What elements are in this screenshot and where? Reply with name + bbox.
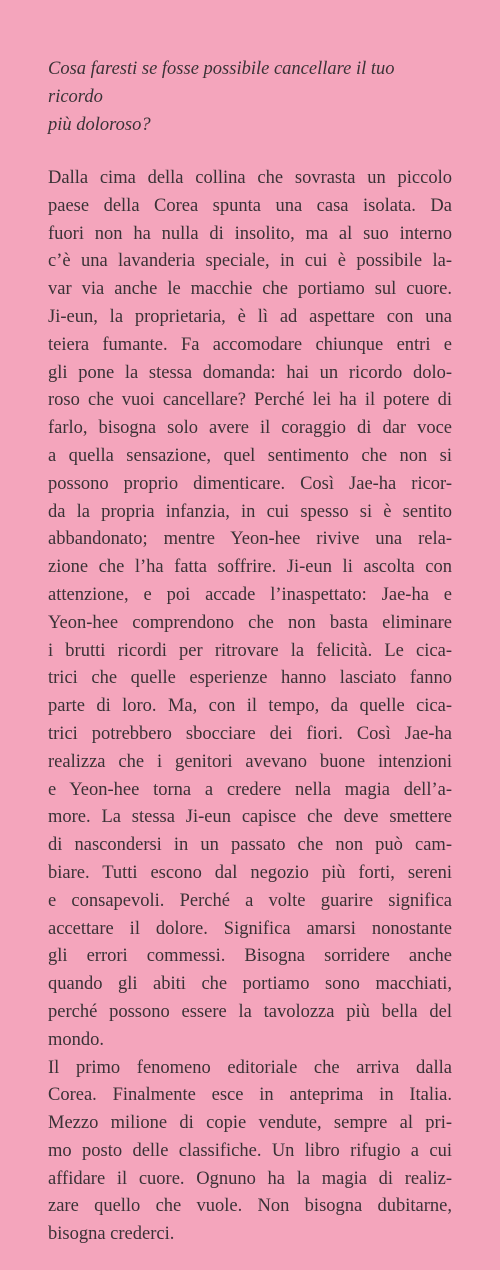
paragraph-2 bbox=[48, 1055, 452, 1250]
text-line: Corea. Finalmente esce in anteprima in Italia. bbox=[48, 1085, 452, 1106]
text-line: di nascondersi in un passato che non può cam- bbox=[48, 835, 452, 856]
text-line: a quella sensazione, quel sentimento che non si bbox=[48, 445, 452, 466]
text-line: var via anche le macchie che portiamo sul cuore. bbox=[48, 279, 452, 300]
text-line: da la propria infanzia, in cui spesso si è sentito bbox=[48, 501, 452, 522]
text-line: e consapevoli. Perché a volte guarire significa bbox=[48, 890, 452, 911]
text-line: teiera fumante. Fa accomodare chiunque entri e bbox=[48, 334, 452, 355]
text-line: fuori non ha nulla di insolito, ma al suo interno bbox=[48, 223, 452, 244]
text-line: trici potrebbero sbocciare dei fiori. Così Jae-ha bbox=[48, 723, 452, 744]
text-line: accettare il dolore. Significa amarsi nonostante bbox=[48, 918, 452, 939]
text-line: more. La stessa Ji-eun capisce che deve smettere bbox=[48, 807, 452, 828]
text-line: Yeon-hee comprendono che non basta eliminare bbox=[48, 612, 452, 633]
text-line: c’è una lavanderia speciale, in cui è possibile la- bbox=[48, 251, 452, 272]
text-line: zare quello che vuole. Non bisogna dubitarne, bbox=[48, 1196, 452, 1217]
text-line: possono proprio dimenticare. Così Jae-ha ricor- bbox=[48, 473, 452, 494]
text-line: attenzione, e poi accade l’inaspettato: Jae-ha e bbox=[48, 584, 452, 605]
tagline bbox=[48, 55, 452, 139]
text-line: zione che l’ha fatta soffrire. Ji-eun li ascolta con bbox=[48, 557, 452, 578]
tagline-line: Cosa faresti se fosse possibile cancellare il tuo ricordo bbox=[48, 59, 395, 107]
text-line: farlo, bisogna solo avere il coraggio di dar voce bbox=[48, 418, 452, 439]
blurb bbox=[48, 165, 452, 1249]
text-line: e Yeon-hee torna a credere nella magia dell’a- bbox=[48, 779, 452, 800]
paragraph-1 bbox=[48, 165, 452, 1055]
tagline-line: più doloroso? bbox=[48, 115, 151, 135]
text-line: abbandonato; mentre Yeon-hee rivive una rela- bbox=[48, 529, 452, 550]
text-line: Mezzo milione di copie vendute, sempre al pri- bbox=[48, 1113, 452, 1134]
text-line: i brutti ricordi per ritrovare la felicità. Le cica- bbox=[48, 640, 452, 661]
text-line: biare. Tutti escono dal negozio più forti, sereni bbox=[48, 862, 452, 883]
text-line: parte di loro. Ma, con il tempo, da quelle cica- bbox=[48, 696, 452, 717]
text-line: mondo. bbox=[48, 1029, 105, 1050]
text-line: roso che vuoi cancellare? Perché lei ha il potere di bbox=[48, 390, 452, 411]
text-line: trici che quelle esperienze hanno lasciato fanno bbox=[48, 668, 452, 689]
text-line: paese della Corea spunta una casa isolata. Da bbox=[48, 195, 452, 216]
text-line: perché possono essere la tavolozza più bella del bbox=[48, 1001, 452, 1022]
text-line: realizza che i genitori avevano buone intenzioni bbox=[48, 751, 452, 772]
text-line: Dalla cima della collina che sovrasta un piccolo bbox=[48, 168, 452, 188]
text-line: quando gli abiti che portiamo sono macchiati, bbox=[48, 974, 452, 995]
text-line: Il primo fenomeno editoriale che arriva dalla bbox=[48, 1057, 452, 1078]
text-line: bisogna crederci. bbox=[48, 1224, 175, 1245]
text-line: affidare il cuore. Ognuno ha la magia di realiz- bbox=[48, 1168, 452, 1189]
text-line: gli errori commessi. Bisogna sorridere anche bbox=[48, 946, 452, 967]
text-line: Ji-eun, la proprietaria, è lì ad aspettare con una bbox=[48, 306, 452, 327]
text-line: gli pone la stessa domanda: hai un ricordo dolo- bbox=[48, 362, 452, 383]
text-line: mo posto delle classifiche. Un libro rifugio a cui bbox=[48, 1140, 452, 1161]
